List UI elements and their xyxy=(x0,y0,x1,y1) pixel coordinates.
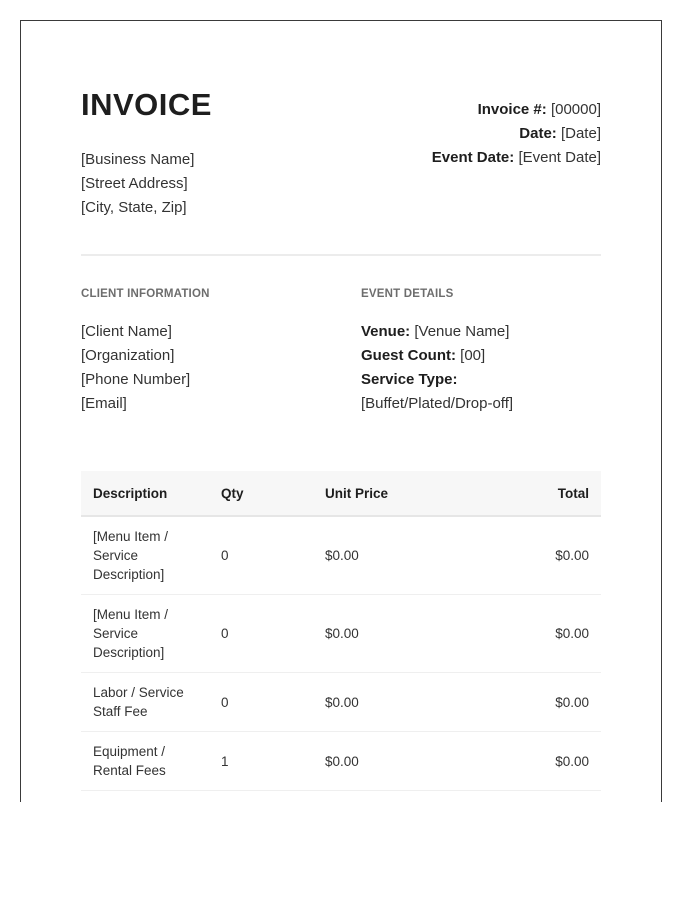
client-info-heading: CLIENT INFORMATION xyxy=(81,288,210,300)
description-line: Service xyxy=(93,548,139,563)
guest-count-label: Guest Count: xyxy=(361,347,456,364)
cell-description xyxy=(81,595,209,673)
business-city: [City, State, Zip] xyxy=(81,199,187,216)
cell-description xyxy=(81,732,209,791)
description-line: Description] xyxy=(93,645,165,660)
client-phone: [Phone Number] xyxy=(81,371,191,388)
client-info xyxy=(81,320,190,416)
guest-count-value: [00] xyxy=(460,347,486,364)
service-type-label: Service Type: xyxy=(361,371,458,388)
event-date-line xyxy=(432,146,601,170)
cell-total: $0.00 xyxy=(483,595,601,673)
table-header-row xyxy=(81,471,601,516)
cell-qty: 0 xyxy=(209,595,313,673)
invoice-date-label: Date: xyxy=(519,125,557,142)
cell-qty: 0 xyxy=(209,516,313,595)
cell-unit-price: $0.00 xyxy=(313,516,483,595)
description-line: Description] xyxy=(93,567,165,582)
venue-label: Venue: xyxy=(361,323,411,340)
invoice-date-line xyxy=(432,122,601,146)
column-header-description: Description xyxy=(81,471,209,516)
invoice-date-value: [Date] xyxy=(560,125,601,142)
column-header-qty: Qty xyxy=(209,471,313,516)
client-organization: [Organization] xyxy=(81,347,175,364)
description-line: Equipment / xyxy=(93,744,166,759)
header-divider xyxy=(81,254,601,256)
invoice-number-line xyxy=(432,98,601,122)
cell-total: $0.00 xyxy=(483,673,601,732)
description-line: Labor / Service xyxy=(93,685,184,700)
invoice-number-label: Invoice #: xyxy=(477,101,547,118)
table-row xyxy=(81,595,601,673)
cell-unit-price: $0.00 xyxy=(313,595,483,673)
business-address xyxy=(81,148,194,220)
service-type-value: [Buffet/Plated/Drop-off] xyxy=(361,395,514,412)
table-row xyxy=(81,516,601,595)
invoice-meta xyxy=(432,98,601,170)
description-line: Staff Fee xyxy=(93,704,148,719)
invoice-title: INVOICE xyxy=(81,87,212,122)
description-line: Service xyxy=(93,626,139,641)
service-type-line xyxy=(361,368,513,392)
cell-unit-price: $0.00 xyxy=(313,732,483,791)
cell-qty: 0 xyxy=(209,673,313,732)
invoice-page xyxy=(20,20,662,802)
cell-description xyxy=(81,673,209,732)
venue-value: [Venue Name] xyxy=(414,323,510,340)
event-details-heading: EVENT DETAILS xyxy=(361,288,454,300)
client-name: [Client Name] xyxy=(81,323,172,340)
invoice-number-value: [00000] xyxy=(550,101,601,118)
cell-total: $0.00 xyxy=(483,732,601,791)
business-name: [Business Name] xyxy=(81,151,195,168)
event-date-value: [Event Date] xyxy=(518,149,601,166)
event-date-label: Event Date: xyxy=(431,149,515,166)
cell-description xyxy=(81,516,209,595)
table-row xyxy=(81,732,601,791)
description-line: Rental Fees xyxy=(93,763,166,778)
table-row xyxy=(81,673,601,732)
description-line: [Menu Item / xyxy=(93,607,169,622)
description-line: [Menu Item / xyxy=(93,529,169,544)
client-email: [Email] xyxy=(81,395,127,412)
cell-unit-price: $0.00 xyxy=(313,673,483,732)
line-items-table xyxy=(81,471,601,791)
venue-line xyxy=(361,320,513,344)
event-details xyxy=(361,320,513,416)
column-header-unit-price: Unit Price xyxy=(313,471,483,516)
cell-qty: 1 xyxy=(209,732,313,791)
column-header-total: Total xyxy=(483,471,601,516)
guest-count-line xyxy=(361,344,513,368)
business-street: [Street Address] xyxy=(81,175,188,192)
cell-total: $0.00 xyxy=(483,516,601,595)
